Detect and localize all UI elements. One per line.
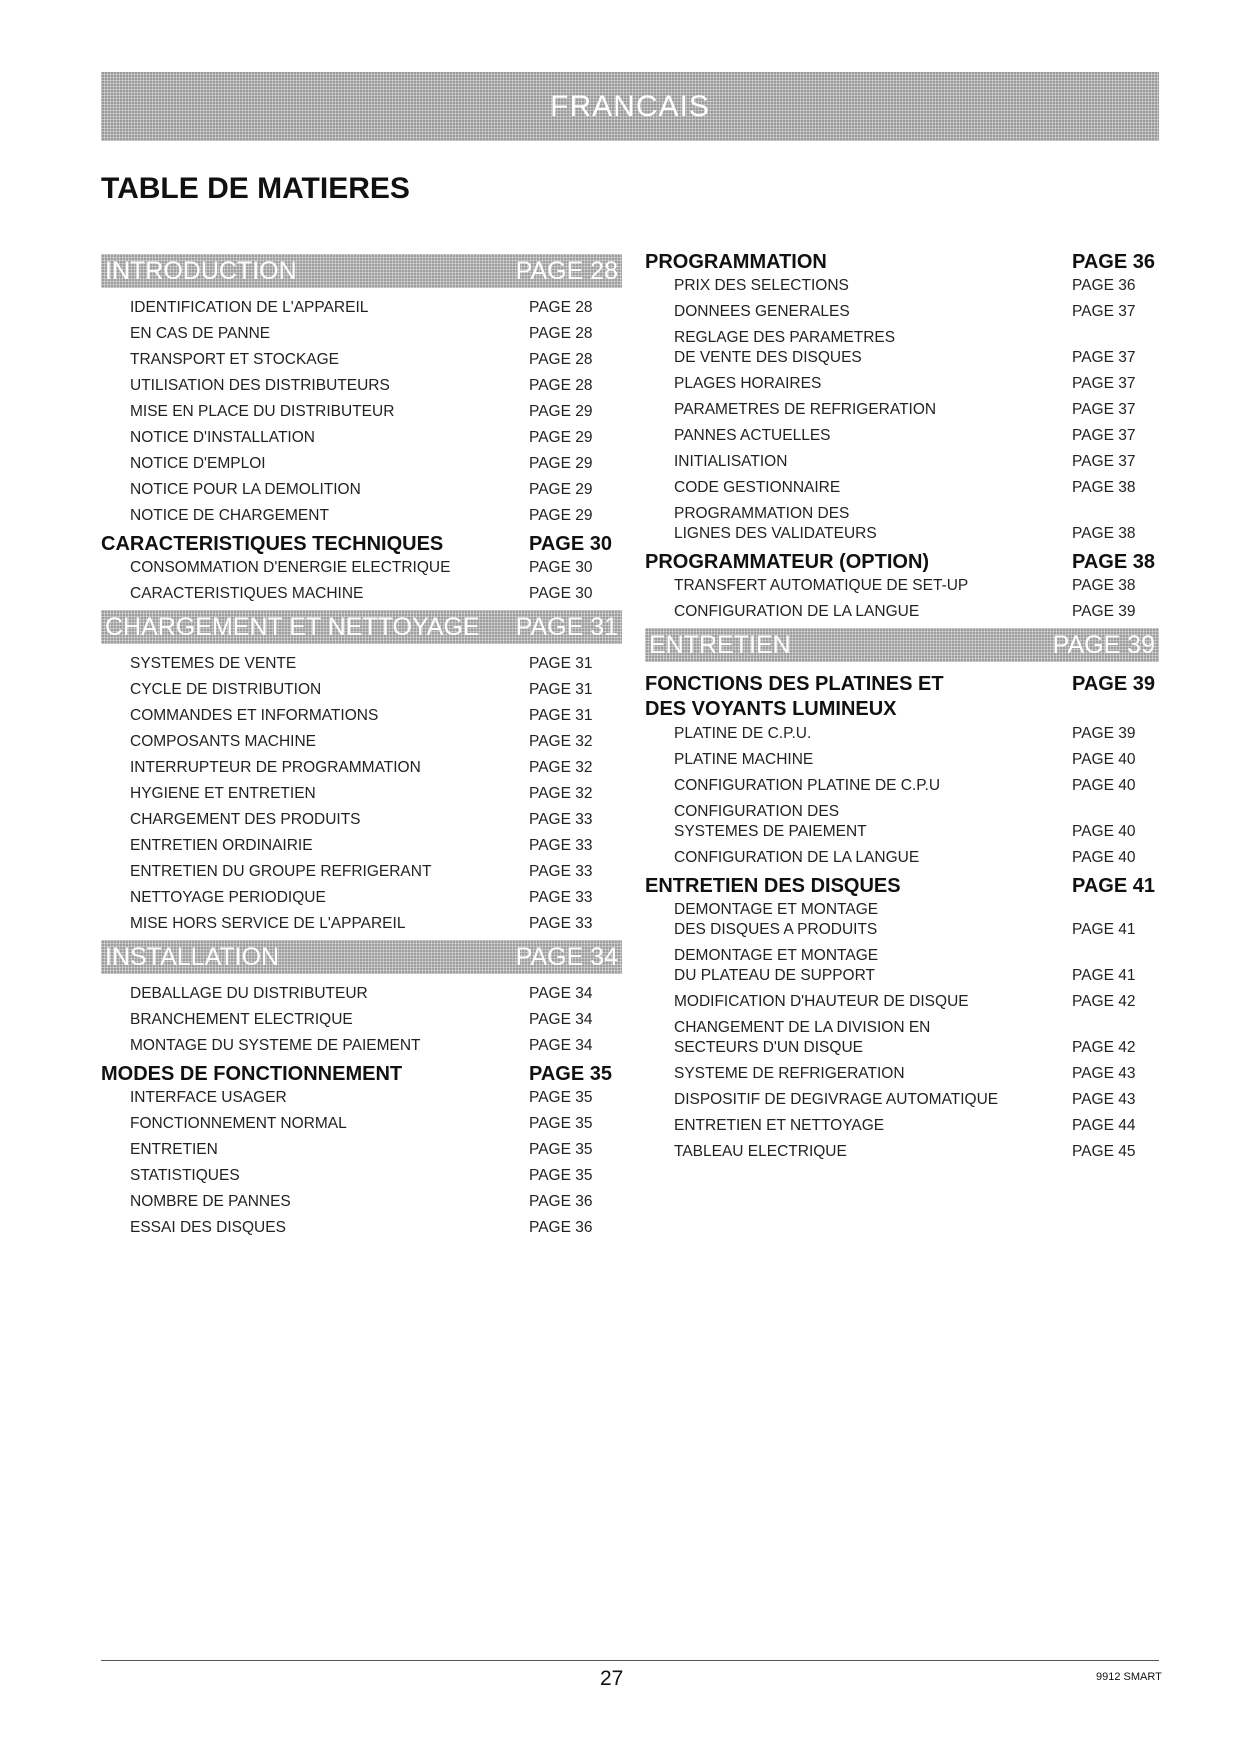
entry-page: PAGE 36 (1072, 277, 1136, 294)
toc-entry (130, 1088, 622, 1108)
toc-entry (130, 680, 622, 700)
toc-entry (674, 1116, 1159, 1136)
toc-entry (130, 1036, 622, 1056)
entry-page: PAGE 37 (1072, 427, 1136, 444)
entry-page: PAGE 40 (1072, 751, 1136, 768)
toc-entry (130, 584, 622, 604)
entry-title: CONFIGURATION DES SYSTEMES DE PAIEMENT (674, 803, 867, 840)
toc-entry (130, 914, 622, 934)
toc-left-column (101, 248, 622, 1244)
entry-title: INTERRUPTEUR DE PROGRAMMATION (130, 759, 421, 776)
entry-page: PAGE 31 (529, 655, 593, 672)
section-title: ENTRETIEN (649, 630, 791, 659)
section-page: PAGE 41 (1072, 875, 1155, 897)
toc-entry (130, 350, 622, 370)
entry-page: PAGE 35 (529, 1141, 593, 1158)
section-title: INSTALLATION (105, 942, 280, 971)
entry-page: PAGE 37 (1072, 453, 1136, 470)
entry-page: PAGE 33 (529, 811, 593, 828)
section-page: PAGE 38 (1072, 551, 1155, 573)
entry-page: PAGE 38 (1072, 479, 1136, 496)
toc-entry (674, 426, 1159, 446)
toc-entry (130, 454, 622, 474)
section-page: PAGE 39 (1072, 673, 1155, 695)
toc-entry (130, 1010, 622, 1030)
section-title: FONCTIONS DES PLATINES ET DES VOYANTS LUMINEUX (645, 673, 944, 720)
toc-entry (674, 1064, 1159, 1084)
entry-page: PAGE 35 (529, 1167, 593, 1184)
section-entretien-bar (645, 628, 1159, 662)
section-programmation-heading (645, 250, 1159, 274)
entry-page: PAGE 36 (529, 1193, 593, 1210)
toc-entry (674, 1090, 1159, 1110)
entry-title: ENTRETIEN ORDINAIRIE (130, 837, 313, 854)
entry-page: PAGE 28 (529, 325, 593, 342)
entry-title: DONNEES GENERALES (674, 303, 850, 320)
entry-page: PAGE 35 (529, 1089, 593, 1106)
section-programmateur-heading (645, 550, 1159, 574)
entry-page: PAGE 29 (529, 429, 593, 446)
entry-title: SYSTEME DE REFRIGERATION (674, 1065, 905, 1082)
toc-entry (674, 848, 1159, 868)
toc-entry (674, 1142, 1159, 1162)
entry-page: PAGE 36 (529, 1219, 593, 1236)
entry-page: PAGE 38 (1072, 577, 1136, 594)
toc-entry (130, 888, 622, 908)
toc-entry (674, 802, 1159, 842)
entry-page: PAGE 30 (529, 559, 593, 576)
entry-page: PAGE 41 (1072, 921, 1136, 938)
entry-page: PAGE 29 (529, 481, 593, 498)
entry-title: ENTRETIEN DU GROUPE REFRIGERANT (130, 863, 432, 880)
entry-page: PAGE 33 (529, 915, 593, 932)
toc-entry (130, 376, 622, 396)
section-modes-heading (101, 1062, 622, 1086)
entry-page: PAGE 39 (1072, 603, 1136, 620)
entry-title: SYSTEMES DE VENTE (130, 655, 297, 672)
entry-title: CODE GESTIONNAIRE (674, 479, 841, 496)
entry-page: PAGE 40 (1072, 777, 1136, 794)
section-chargement-bar (101, 610, 622, 644)
entry-title: MISE EN PLACE DU DISTRIBUTEUR (130, 403, 395, 420)
entry-page: PAGE 33 (529, 889, 593, 906)
entry-page: PAGE 37 (1072, 303, 1136, 320)
entry-page: PAGE 37 (1072, 401, 1136, 418)
banner-label: FRANCAIS (550, 89, 710, 123)
entry-title: INITIALISATION (674, 453, 788, 470)
entry-title: CONSOMMATION D'ENERGIE ELECTRIQUE (130, 559, 451, 576)
toc-right-column (645, 248, 1159, 1168)
entry-page: PAGE 28 (529, 299, 593, 316)
entry-title: NETTOYAGE PERIODIQUE (130, 889, 326, 906)
toc-entry (674, 276, 1159, 296)
entry-page: PAGE 40 (1072, 849, 1136, 866)
toc-entry (674, 328, 1159, 368)
toc-entry (674, 750, 1159, 770)
entry-page: PAGE 38 (1072, 525, 1136, 542)
toc-entry (130, 1166, 622, 1186)
section-title: CHARGEMENT ET NETTOYAGE (105, 612, 480, 641)
entry-title: MONTAGE DU SYSTEME DE PAIEMENT (130, 1037, 421, 1054)
entry-title: IDENTIFICATION DE L'APPAREIL (130, 299, 369, 316)
toc-entry (674, 302, 1159, 322)
entry-title: NOTICE D'INSTALLATION (130, 429, 315, 446)
toc-entry (674, 724, 1159, 744)
entry-page: PAGE 32 (529, 733, 593, 750)
toc-entry (130, 1140, 622, 1160)
entry-title: PRIX DES SELECTIONS (674, 277, 849, 294)
entry-title: BRANCHEMENT ELECTRIQUE (130, 1011, 353, 1028)
toc-entry (130, 836, 622, 856)
toc-entry (674, 452, 1159, 472)
entry-page: PAGE 37 (1072, 349, 1136, 366)
toc-entry (674, 900, 1159, 940)
entry-title: NOTICE D'EMPLOI (130, 455, 266, 472)
entry-page: PAGE 34 (529, 1011, 593, 1028)
section-page: PAGE 28 (515, 256, 618, 285)
toc-entry (674, 400, 1159, 420)
toc-entry (674, 374, 1159, 394)
entry-title: COMPOSANTS MACHINE (130, 733, 317, 750)
entry-title: ESSAI DES DISQUES (130, 1219, 286, 1236)
toc-entry (130, 298, 622, 318)
toc-entry (674, 776, 1159, 796)
section-title: INTRODUCTION (105, 256, 297, 285)
entry-page: PAGE 44 (1072, 1117, 1136, 1134)
toc-entry (674, 946, 1159, 986)
entry-page: PAGE 33 (529, 837, 593, 854)
section-title: ENTRETIEN DES DISQUES (645, 875, 901, 897)
section-page: PAGE 34 (515, 942, 618, 971)
entry-title: ENTRETIEN ET NETTOYAGE (674, 1117, 885, 1134)
toc-entry (130, 862, 622, 882)
entry-title: DEMONTAGE ET MONTAGE DES DISQUES A PRODUITS (674, 901, 879, 938)
entry-title: TRANSPORT ET STOCKAGE (130, 351, 340, 368)
entry-title: FONCTIONNEMENT NORMAL (130, 1115, 347, 1132)
toc-entry (130, 558, 622, 578)
entry-title: MISE HORS SERVICE DE L'APPAREIL (130, 915, 406, 932)
entry-title: CYCLE DE DISTRIBUTION (130, 681, 322, 698)
entry-page: PAGE 33 (529, 863, 593, 880)
toc-entry (130, 810, 622, 830)
footer-divider (101, 1660, 1159, 1661)
toc-entry (674, 576, 1159, 596)
toc-entry (130, 480, 622, 500)
entry-page: PAGE 43 (1072, 1091, 1136, 1108)
entry-title: NOTICE POUR LA DEMOLITION (130, 481, 361, 498)
toc-entry (130, 784, 622, 804)
entry-title: PROGRAMMATION DES LIGNES DES VALIDATEURS (674, 505, 877, 542)
entry-page: PAGE 42 (1072, 993, 1136, 1010)
entry-title: TABLEAU ELECTRIQUE (674, 1143, 847, 1160)
section-title: PROGRAMMATEUR (OPTION) (645, 551, 930, 573)
toc-entry (130, 984, 622, 1004)
entry-page: PAGE 40 (1072, 823, 1136, 840)
toc-entry (674, 478, 1159, 498)
entry-title: INTERFACE USAGER (130, 1089, 287, 1106)
section-page: PAGE 36 (1072, 251, 1155, 273)
section-page: PAGE 31 (515, 612, 618, 641)
toc-entry (130, 428, 622, 448)
entry-title: STATISTIQUES (130, 1167, 240, 1184)
section-page: PAGE 39 (1052, 630, 1155, 659)
entry-page: PAGE 45 (1072, 1143, 1136, 1160)
entry-title: UTILISATION DES DISTRIBUTEURS (130, 377, 390, 394)
toc-entry (130, 324, 622, 344)
entry-page: PAGE 39 (1072, 725, 1136, 742)
section-page: PAGE 35 (529, 1063, 612, 1085)
toc-entry (674, 992, 1159, 1012)
toc-entry (130, 506, 622, 526)
entry-page: PAGE 32 (529, 759, 593, 776)
toc-entry (674, 504, 1159, 544)
entry-title: PARAMETRES DE REFRIGERATION (674, 401, 937, 418)
entry-title: NOMBRE DE PANNES (130, 1193, 291, 1210)
toc-entry (674, 1018, 1159, 1058)
toc-entry (130, 1114, 622, 1134)
entry-title: COMMANDES ET INFORMATIONS (130, 707, 379, 724)
entry-page: PAGE 34 (529, 1037, 593, 1054)
entry-page: PAGE 29 (529, 455, 593, 472)
entry-title: CONFIGURATION PLATINE DE C.P.U (674, 777, 941, 794)
entry-page: PAGE 31 (529, 707, 593, 724)
entry-title: CHANGEMENT DE LA DIVISION EN SECTEURS D'UN DISQUE (674, 1019, 931, 1056)
entry-page: PAGE 29 (529, 403, 593, 420)
entry-title: CONFIGURATION DE LA LANGUE (674, 603, 920, 620)
entry-title: NOTICE DE CHARGEMENT (130, 507, 329, 524)
entry-page: PAGE 28 (529, 377, 593, 394)
toc-entry (130, 732, 622, 752)
model-name: 9912 SMART (1096, 1671, 1162, 1683)
toc-entry (130, 1192, 622, 1212)
entry-title: DEMONTAGE ET MONTAGE DU PLATEAU DE SUPPORT (674, 947, 879, 984)
entry-title: REGLAGE DES PARAMETRES DE VENTE DES DISQUES (674, 329, 896, 366)
entry-title: CONFIGURATION DE LA LANGUE (674, 849, 920, 866)
entry-page: PAGE 30 (529, 585, 593, 602)
entry-title: DEBALLAGE DU DISTRIBUTEUR (130, 985, 368, 1002)
toc-entry (674, 602, 1159, 622)
section-installation-bar (101, 940, 622, 974)
entry-title: PLAGES HORAIRES (674, 375, 822, 392)
entry-page: PAGE 29 (529, 507, 593, 524)
toc-entry (130, 706, 622, 726)
page-number: 27 (600, 1667, 624, 1690)
entry-title: TRANSFERT AUTOMATIQUE DE SET-UP (674, 577, 969, 594)
entry-page: PAGE 42 (1072, 1039, 1136, 1056)
entry-title: DISPOSITIF DE DEGIVRAGE AUTOMATIQUE (674, 1091, 999, 1108)
section-disques-heading (645, 874, 1159, 898)
entry-page: PAGE 37 (1072, 375, 1136, 392)
entry-page: PAGE 34 (529, 985, 593, 1002)
entry-page: PAGE 31 (529, 681, 593, 698)
entry-title: PLATINE DE C.P.U. (674, 725, 812, 742)
section-title: PROGRAMMATION (645, 251, 827, 273)
entry-page: PAGE 28 (529, 351, 593, 368)
page-title: TABLE DE MATIERES (101, 172, 410, 205)
toc-entry (130, 402, 622, 422)
section-caracteristiques-heading (101, 532, 622, 556)
entry-title: HYGIENE ET ENTRETIEN (130, 785, 316, 802)
entry-title: MODIFICATION D'HAUTEUR DE DISQUE (674, 993, 969, 1010)
section-title: MODES DE FONCTIONNEMENT (101, 1063, 403, 1085)
entry-title: EN CAS DE PANNE (130, 325, 271, 342)
section-title: CARACTERISTIQUES TECHNIQUES (101, 533, 444, 555)
language-banner (101, 72, 1159, 141)
toc-entry (130, 654, 622, 674)
section-introduction-bar (101, 254, 622, 288)
entry-title: CARACTERISTIQUES MACHINE (130, 585, 364, 602)
toc-entry (130, 1218, 622, 1238)
section-page: PAGE 30 (529, 533, 612, 555)
entry-title: PLATINE MACHINE (674, 751, 814, 768)
entry-page: PAGE 43 (1072, 1065, 1136, 1082)
entry-page: PAGE 35 (529, 1115, 593, 1132)
entry-page: PAGE 32 (529, 785, 593, 802)
entry-title: CHARGEMENT DES PRODUITS (130, 811, 361, 828)
toc-entry (130, 758, 622, 778)
section-fonctions-heading (645, 672, 1159, 722)
entry-title: ENTRETIEN (130, 1141, 218, 1158)
entry-title: PANNES ACTUELLES (674, 427, 831, 444)
entry-page: PAGE 41 (1072, 967, 1136, 984)
